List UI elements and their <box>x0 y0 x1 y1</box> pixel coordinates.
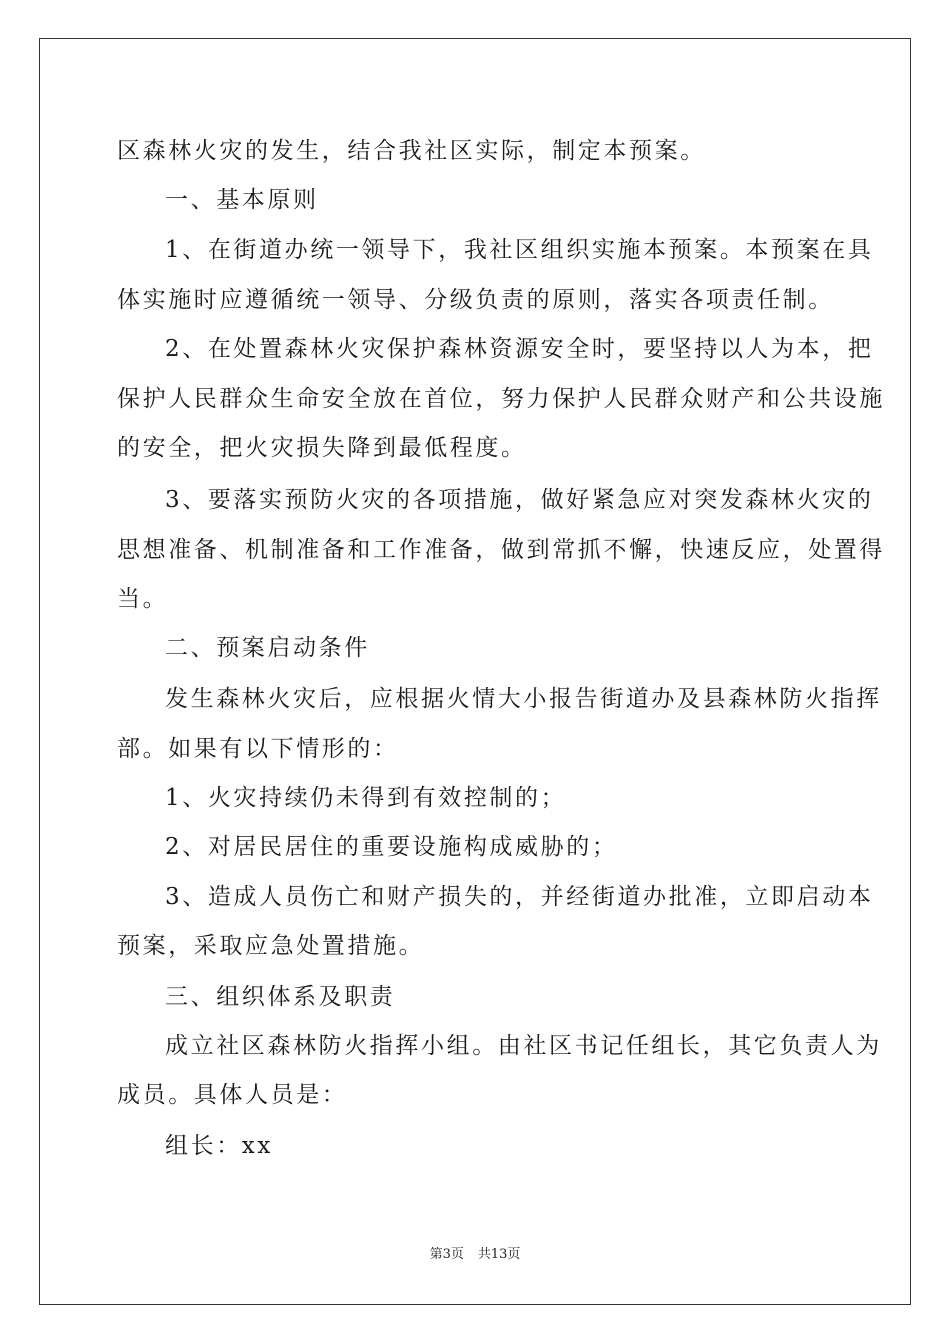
page-border <box>39 38 911 1305</box>
text-line: 区森林火灾的发生，结合我社区实际，制定本预案。 <box>117 138 706 164</box>
text-line: 保护人民群众生命安全放在首位，努力保护人民群众财产和公共设施 <box>117 386 885 412</box>
section-heading: 一、基本原则 <box>165 187 319 213</box>
text-line: 1、在街道办统一领导下，我社区组织实施本预案。本预案在具 <box>165 237 874 263</box>
text-line: 组长：xx <box>165 1133 273 1159</box>
text-line: 体实施时应遵循统一领导、分级负责的原则，落实各项责任制。 <box>117 287 834 313</box>
text-line: 2、在处置森林火灾保护森林资源安全时，要坚持以人为本，把 <box>165 336 874 362</box>
text-line: 当。 <box>117 586 169 612</box>
page-footer <box>0 1246 950 1264</box>
page-number: 第3页 <box>429 1247 464 1262</box>
text-line: 1、火灾持续仍未得到有效控制的； <box>165 785 567 811</box>
section-heading: 三、组织体系及职责 <box>165 984 396 1010</box>
text-line: 思想准备、机制准备和工作准备，做到常抓不懈，快速反应，处置得 <box>117 537 885 563</box>
text-line: 预案，采取应急处置措施。 <box>117 933 425 959</box>
text-line: 成员。具体人员是： <box>117 1082 348 1108</box>
text-line: 部。如果有以下情形的： <box>117 736 399 762</box>
text-line: 3、要落实预防火灾的各项措施，做好紧急应对突发森林火灾的 <box>165 487 874 513</box>
text-line: 3、造成人员伤亡和财产损失的，并经街道办批准，立即启动本 <box>165 884 874 910</box>
section-heading: 二、预案启动条件 <box>165 635 370 661</box>
text-line: 成立社区森林防火指挥小组。由社区书记任组长，其它负责人为 <box>165 1033 882 1059</box>
text-line: 发生森林火灾后，应根据火情大小报告街道办及县森林防火指挥 <box>165 686 882 712</box>
text-line: 的安全，把火灾损失降到最低程度。 <box>117 435 527 461</box>
text-line: 2、对居民居住的重要设施构成威胁的； <box>165 834 618 860</box>
page-total: 共13页 <box>477 1247 521 1262</box>
